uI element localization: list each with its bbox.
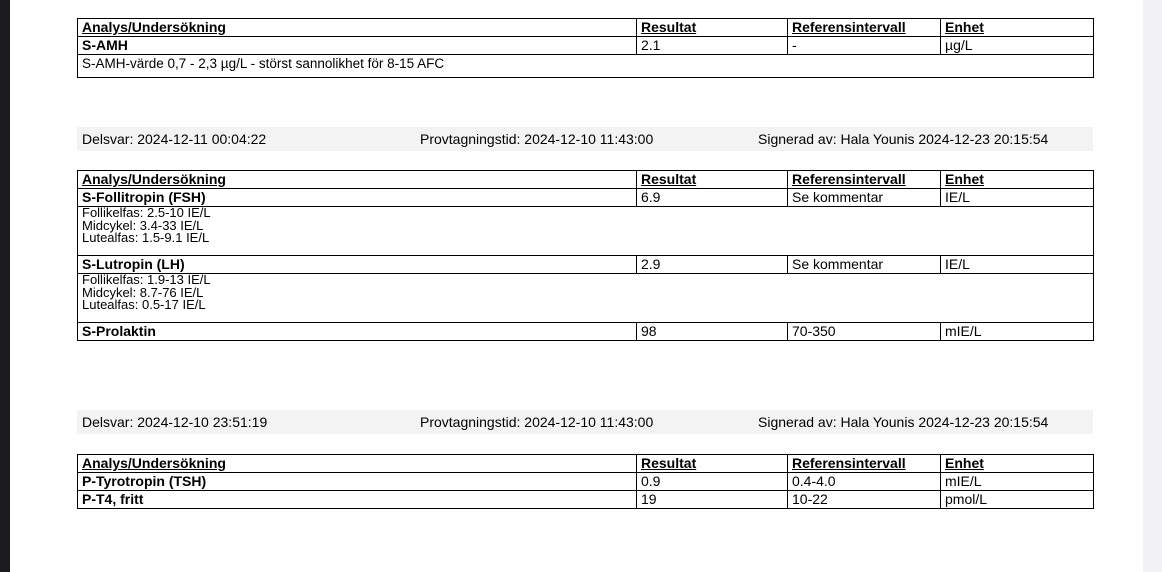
test-name: P-Tyrotropin (TSH) — [78, 473, 637, 491]
table-header-row — [78, 171, 1094, 189]
comment-line: Midcykel: 3.4-33 IE/L — [82, 217, 204, 233]
left-edge-bar — [0, 0, 10, 572]
table-header-row — [78, 19, 1094, 37]
header-reference: Referensintervall — [788, 19, 941, 37]
header-result: Resultat — [637, 455, 788, 473]
table-header-row — [78, 455, 1094, 473]
table-row — [78, 37, 1094, 55]
header-analysis: Analys/Undersökning — [78, 455, 637, 473]
test-reference: - — [788, 37, 941, 55]
test-name: S-Follitropin (FSH) — [78, 189, 637, 207]
table-row — [78, 189, 1094, 207]
amh-note: S-AMH-värde 0,7 - 2,3 µg/L - störst sannolikhet för 8-15 AFC — [78, 55, 1094, 78]
section-meta-bar — [77, 410, 1093, 434]
test-reference: 0.4-4.0 — [788, 473, 941, 491]
header-reference: Referensintervall — [788, 171, 941, 189]
test-result: 98 — [637, 323, 788, 341]
header-unit: Enhet — [941, 19, 1094, 37]
header-result: Resultat — [637, 19, 788, 37]
test-name: S-AMH — [78, 37, 637, 55]
test-unit: pmol/L — [941, 491, 1094, 509]
section-meta-bar — [77, 127, 1093, 151]
note-row — [78, 55, 1094, 78]
fsh-comment — [78, 207, 1094, 256]
comment-line: Follikelfas: 2.5-10 IE/L — [82, 206, 211, 220]
test-result: 19 — [637, 491, 788, 509]
test-result: 0.9 — [637, 473, 788, 491]
test-unit: mIE/L — [941, 473, 1094, 491]
test-unit: IE/L — [941, 189, 1094, 207]
header-analysis: Analys/Undersökning — [78, 19, 637, 37]
test-unit: IE/L — [941, 256, 1094, 274]
header-reference: Referensintervall — [788, 455, 941, 473]
comment-row — [78, 207, 1094, 256]
comment-line: Follikelfas: 1.9-13 IE/L — [82, 273, 211, 287]
test-name: P-T4, fritt — [78, 491, 637, 509]
comment-row — [78, 274, 1094, 323]
header-unit: Enhet — [941, 455, 1094, 473]
test-result: 2.9 — [637, 256, 788, 274]
right-scrollbar-gutter[interactable] — [1143, 0, 1162, 572]
thyroid-results-table — [77, 454, 1094, 509]
provtagning-label: Provtagningstid: 2024-12-10 11:43:00 — [420, 131, 654, 147]
provtagning-label: Provtagningstid: 2024-12-10 11:43:00 — [420, 414, 654, 430]
test-result: 6.9 — [637, 189, 788, 207]
header-unit: Enhet — [941, 171, 1094, 189]
test-result: 2.1 — [637, 37, 788, 55]
comment-line: Midcykel: 8.7-76 IE/L — [82, 284, 204, 300]
test-name: S-Prolaktin — [78, 323, 637, 341]
amh-results-table — [77, 18, 1094, 78]
lh-comment — [78, 274, 1094, 323]
test-reference: 10-22 — [788, 491, 941, 509]
table-row — [78, 323, 1094, 341]
signerad-label: Signerad av: Hala Younis 2024-12-23 20:15:54 — [758, 414, 1049, 430]
signerad-label: Signerad av: Hala Younis 2024-12-23 20:15:54 — [758, 131, 1049, 147]
test-reference: Se kommentar — [788, 189, 941, 207]
test-unit: µg/L — [941, 37, 1094, 55]
test-reference: Se kommentar — [788, 256, 941, 274]
delsvar-label: Delsvar: 2024-12-11 00:04:22 — [82, 131, 267, 147]
comment-line: Lutealfas: 1.5-9.1 IE/L — [82, 230, 210, 245]
hormone-results-table — [77, 170, 1094, 341]
test-unit: mIE/L — [941, 323, 1094, 341]
test-name: S-Lutropin (LH) — [78, 256, 637, 274]
delsvar-label: Delsvar: 2024-12-10 23:51:19 — [82, 414, 268, 430]
test-reference: 70-350 — [788, 323, 941, 341]
table-row — [78, 491, 1094, 509]
header-result: Resultat — [637, 171, 788, 189]
comment-line: Lutealfas: 0.5-17 IE/L — [82, 297, 206, 312]
header-analysis: Analys/Undersökning — [78, 171, 637, 189]
table-row — [78, 473, 1094, 491]
table-row — [78, 256, 1094, 274]
